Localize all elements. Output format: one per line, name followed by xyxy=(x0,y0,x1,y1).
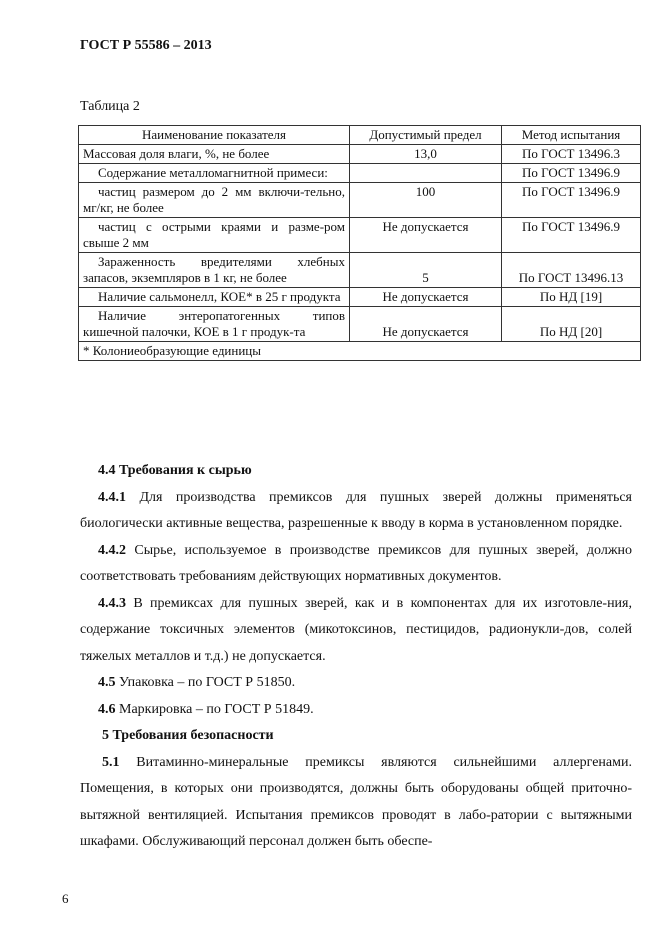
paragraph-text: Для производства премиксов для пушных зверей должны применяться биологически активные вещества, разрешенные к вводу в корма в установленном порядке. xyxy=(80,489,632,531)
clause-number: 4.4.2 xyxy=(98,542,126,558)
paragraph xyxy=(80,591,632,671)
paragraph-text: Сырье, используемое в производстве премиксов для пушных зверей, должно соответствовать требованиям действующих нормативных документов. xyxy=(80,542,632,584)
clause-number: 5.1 xyxy=(102,754,120,770)
heading-text: 4.4 Требования к сырью xyxy=(98,463,252,478)
table-row xyxy=(79,307,641,342)
table-cell: 13,0 xyxy=(350,145,502,164)
clause-number: 4.5 xyxy=(98,675,116,690)
table-cell: По НД [20] xyxy=(502,307,641,342)
paragraph-text: В премиксах для пушных зверей, как и в компонентах для их изготовле-ния, содержание токсичных элементов (микотоксинов, пестицидов, радионукли-дов, солей тяжелых металлов и т.д.) не допускается. xyxy=(80,595,632,664)
table-caption: Таблица 2 xyxy=(80,99,140,114)
document-title: ГОСТ Р 55586 – 2013 xyxy=(80,38,212,53)
table-cell: По НД [19] xyxy=(502,288,641,307)
paragraph xyxy=(80,750,632,856)
paragraph xyxy=(80,485,632,538)
clause-number: 4.4.3 xyxy=(98,595,126,611)
column-header: Наименование показателя xyxy=(79,126,350,145)
table-cell: По ГОСТ 13496.13 xyxy=(502,253,641,288)
section-heading xyxy=(80,458,632,485)
table-row xyxy=(79,145,641,164)
paragraph-text: Упаковка – по ГОСТ Р 51850. xyxy=(115,675,296,690)
clause-number: 4.4.1 xyxy=(98,489,126,505)
table-cell: Не допускается xyxy=(350,288,502,307)
table-footnote: * Колониеобразующие единицы xyxy=(79,342,641,361)
table-cell: По ГОСТ 13496.9 xyxy=(502,218,641,253)
table-cell: Не допускается xyxy=(350,218,502,253)
table-cell: По ГОСТ 13496.3 xyxy=(502,145,641,164)
table-cell: По ГОСТ 13496.9 xyxy=(502,183,641,218)
table-cell: Зараженность вредителями хлебных запасов, экземпляров в 1 кг, не более xyxy=(79,253,350,288)
table-cell xyxy=(350,164,502,183)
heading-text: 5 Требования безопасности xyxy=(102,728,274,743)
table-row xyxy=(79,164,641,183)
clause-number: 4.6 xyxy=(98,701,116,717)
table-cell: 100 xyxy=(350,183,502,218)
table-row xyxy=(79,183,641,218)
table-row xyxy=(79,288,641,307)
table-cell: частиц с острыми краями и разме-ром свыше 2 мм xyxy=(79,218,350,253)
table-cell: 5 xyxy=(350,253,502,288)
table-cell: Наличие энтеропатогенных типов кишечной палочки, КОЕ в 1 г продук-та xyxy=(79,307,350,342)
table-cell: Не допускается xyxy=(350,307,502,342)
paragraph xyxy=(80,697,632,724)
table-cell: частиц размером до 2 мм включи-тельно, мг/кг, не более xyxy=(79,183,350,218)
column-header: Допустимый предел xyxy=(350,126,502,145)
table-cell: Наличие сальмонелл, КОЕ* в 25 г продукта xyxy=(79,288,350,307)
page-number: 6 xyxy=(62,891,69,906)
paragraph-text: Маркировка – по ГОСТ Р 51849. xyxy=(115,701,314,717)
body-text xyxy=(80,458,632,856)
requirements-table xyxy=(78,125,641,361)
paragraph xyxy=(80,538,632,591)
table-cell: Содержание металломагнитной примеси: xyxy=(79,164,350,183)
table-row xyxy=(79,218,641,253)
table-cell: По ГОСТ 13496.9 xyxy=(502,164,641,183)
column-header: Метод испытания xyxy=(502,126,641,145)
paragraph xyxy=(80,670,632,697)
table-row xyxy=(79,253,641,288)
section-heading xyxy=(80,723,632,750)
table-cell: Массовая доля влаги, %, не более xyxy=(79,145,350,164)
table-header-row xyxy=(79,126,641,145)
paragraph-text: Витаминно-минеральные премиксы являются сильнейшими аллергенами. Помещения, в которых они производятся, должны быть оборудованы общей приточно-вытяжной вентиляцией. Испытания премиксов проводят в лабо-ратории с вытяжными шкафами. Обслуживающий персонал должен быть обеспе- xyxy=(80,754,632,849)
table-footnote-row xyxy=(79,342,641,361)
